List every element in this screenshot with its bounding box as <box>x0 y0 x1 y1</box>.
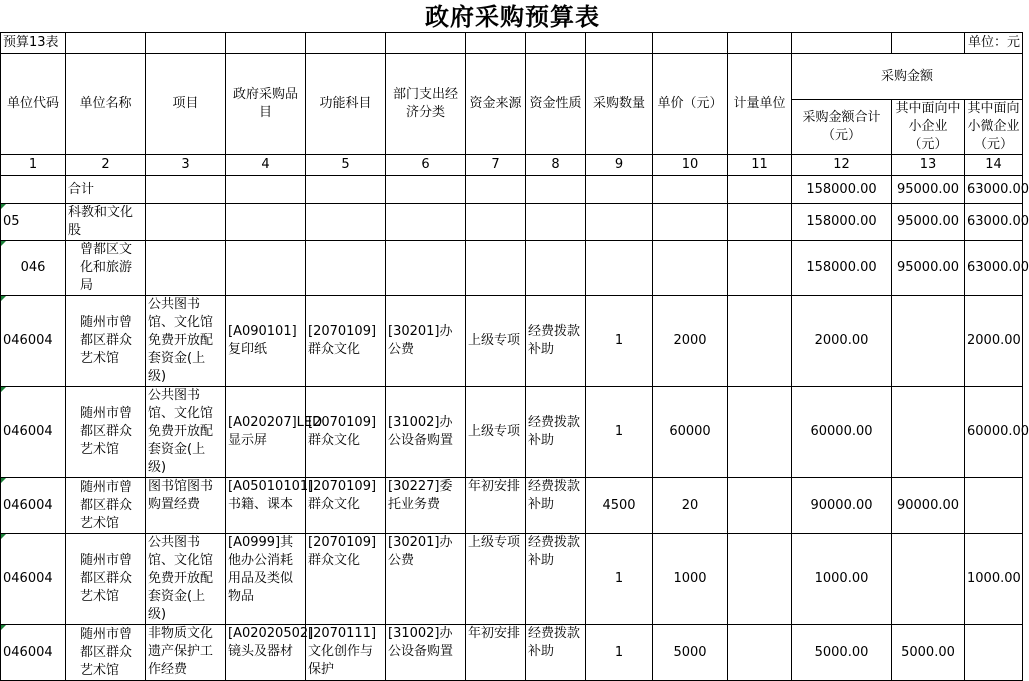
table-row <box>1 241 1023 296</box>
header-measure: 计量单位 <box>728 54 792 155</box>
header-item: 政府采购品目 <box>226 54 306 155</box>
cell-item <box>226 241 306 296</box>
col-number: 2 <box>66 155 146 176</box>
cell-econ <box>386 204 466 241</box>
cell-amount-micro: 63000.00 <box>965 241 1023 296</box>
cell-project <box>146 204 226 241</box>
cell-econ: [31002]办公设备购置 <box>386 387 466 478</box>
header-qty: 采购数量 <box>586 54 653 155</box>
cell-function <box>306 241 386 296</box>
cell-qty <box>586 204 653 241</box>
cell-item <box>226 204 306 241</box>
cell-amount-total: 1000.00 <box>792 534 892 625</box>
cell-fund-source <box>466 204 526 241</box>
cell-fund-nature <box>526 176 586 204</box>
unit-label: 单位：元 <box>965 33 1023 54</box>
table-number: 预算13表 <box>1 33 66 54</box>
header-fund-nature: 资金性质 <box>526 54 586 155</box>
cell-price <box>653 241 728 296</box>
col-number: 12 <box>792 155 892 176</box>
cell-qty: 1 <box>586 625 653 681</box>
cell-item: [A05010101]书籍、课本 <box>226 478 306 534</box>
cell-amount-total: 158000.00 <box>792 241 892 296</box>
cell-amount-micro <box>965 625 1023 681</box>
cell-function: [2070109]群众文化 <box>306 478 386 534</box>
cell-project: 公共图书馆、文化馆免费开放配套资金(上级) <box>146 296 226 387</box>
cell-unit-name: 曾都区文化和旅游局 <box>66 241 146 296</box>
cell-measure <box>728 176 792 204</box>
cell-project: 公共图书馆、文化馆免费开放配套资金(上级) <box>146 387 226 478</box>
cell-amount-micro: 60000.00 <box>965 387 1023 478</box>
col-number: 10 <box>653 155 728 176</box>
meta-row <box>1 33 1023 54</box>
cell-item: [A02020502]镜头及器材 <box>226 625 306 681</box>
col-number: 11 <box>728 155 792 176</box>
cell-unit-name: 随州市曾都区群众艺术馆 <box>66 478 146 534</box>
cell-unit-code: 046004 <box>1 296 66 387</box>
cell-price: 5000 <box>653 625 728 681</box>
cell-amount-micro <box>965 478 1023 534</box>
col-number: 14 <box>965 155 1023 176</box>
column-number-row <box>1 155 1023 176</box>
cell-amount-total: 158000.00 <box>792 204 892 241</box>
table-row <box>1 387 1023 478</box>
cell-price: 1000 <box>653 534 728 625</box>
header-project: 项目 <box>146 54 226 155</box>
cell-amount-sme: 5000.00 <box>892 625 965 681</box>
cell-unit-code <box>1 176 66 204</box>
cell-item: [A020207]LED显示屏 <box>226 387 306 478</box>
cell-project: 公共图书馆、文化馆免费开放配套资金(上级) <box>146 534 226 625</box>
cell-fund-nature: 经费拨款补助 <box>526 534 586 625</box>
cell-amount-micro: 63000.00 <box>965 176 1023 204</box>
cell-function: [2070109]群众文化 <box>306 296 386 387</box>
cell-qty: 4500 <box>586 478 653 534</box>
cell-measure <box>728 204 792 241</box>
header-row-1 <box>1 54 1023 100</box>
cell-project: 非物质文化遗产保护工作经费 <box>146 625 226 681</box>
header-price: 单价（元） <box>653 54 728 155</box>
cell-price <box>653 204 728 241</box>
table-row <box>1 478 1023 534</box>
cell-function <box>306 204 386 241</box>
header-econ: 部门支出经济分类 <box>386 54 466 155</box>
cell-item: [A0999]其他办公消耗用品及类似物品 <box>226 534 306 625</box>
cell-fund-source: 年初安排 <box>466 625 526 681</box>
cell-amount-micro: 1000.00 <box>965 534 1023 625</box>
table-row <box>1 534 1023 625</box>
cell-econ: [31002]办公设备购置 <box>386 625 466 681</box>
cell-fund-source <box>466 241 526 296</box>
header-unit-name: 单位名称 <box>66 54 146 155</box>
cell-unit-code: 046004 <box>1 478 66 534</box>
cell-amount-sme <box>892 296 965 387</box>
table-row <box>1 296 1023 387</box>
cell-econ <box>386 176 466 204</box>
cell-item <box>226 176 306 204</box>
cell-unit-name: 科教和文化股 <box>66 204 146 241</box>
cell-fund-source: 上级专项 <box>466 534 526 625</box>
cell-econ: [30201]办公费 <box>386 296 466 387</box>
cell-amount-total: 60000.00 <box>792 387 892 478</box>
header-unit-code: 单位代码 <box>1 54 66 155</box>
cell-measure <box>728 534 792 625</box>
cell-unit-name: 合计 <box>66 176 146 204</box>
cell-measure <box>728 478 792 534</box>
cell-fund-nature <box>526 241 586 296</box>
cell-unit-name: 随州市曾都区群众艺术馆 <box>66 387 146 478</box>
header-amount-sme: 其中面向中小企业（元） <box>892 100 965 155</box>
table-body <box>1 176 1029 681</box>
cell-unit-code: 046004 <box>1 534 66 625</box>
cell-item: [A090101]复印纸 <box>226 296 306 387</box>
cell-measure <box>728 387 792 478</box>
col-number: 1 <box>1 155 66 176</box>
cell-econ: [30201]办公费 <box>386 534 466 625</box>
cell-qty <box>586 241 653 296</box>
cell-project <box>146 241 226 296</box>
col-number: 9 <box>586 155 653 176</box>
cell-econ <box>386 241 466 296</box>
col-number: 3 <box>146 155 226 176</box>
col-number: 5 <box>306 155 386 176</box>
cell-amount-total: 2000.00 <box>792 296 892 387</box>
cell-amount-sme: 95000.00 <box>892 241 965 296</box>
header-amount-total: 采购金额合计（元） <box>792 100 892 155</box>
cell-amount-total: 158000.00 <box>792 176 892 204</box>
col-number: 4 <box>226 155 306 176</box>
col-number: 7 <box>466 155 526 176</box>
header-amount-micro: 其中面向小微企业（元） <box>965 100 1023 155</box>
cell-unit-code: 05 <box>1 204 66 241</box>
cell-amount-sme: 90000.00 <box>892 478 965 534</box>
table-row <box>1 176 1023 204</box>
cell-fund-nature: 经费拨款补助 <box>526 478 586 534</box>
cell-amount-total: 90000.00 <box>792 478 892 534</box>
cell-amount-sme: 95000.00 <box>892 176 965 204</box>
cell-fund-nature: 经费拨款补助 <box>526 625 586 681</box>
header-function: 功能科目 <box>306 54 386 155</box>
cell-function <box>306 176 386 204</box>
cell-fund-nature <box>526 204 586 241</box>
table-row <box>1 204 1023 241</box>
cell-unit-name: 随州市曾都区群众艺术馆 <box>66 625 146 681</box>
cell-measure <box>728 625 792 681</box>
page-title: 政府采购预算表 <box>425 2 600 31</box>
cell-price <box>653 176 728 204</box>
cell-price: 2000 <box>653 296 728 387</box>
cell-price: 60000 <box>653 387 728 478</box>
cell-fund-source: 上级专项 <box>466 387 526 478</box>
cell-unit-name: 随州市曾都区群众艺术馆 <box>66 534 146 625</box>
cell-amount-micro: 2000.00 <box>965 296 1023 387</box>
cell-function: [2070109]群众文化 <box>306 387 386 478</box>
cell-qty: 1 <box>586 387 653 478</box>
cell-project <box>146 176 226 204</box>
cell-qty <box>586 176 653 204</box>
col-number: 13 <box>892 155 965 176</box>
col-number: 6 <box>386 155 466 176</box>
cell-unit-code: 046004 <box>1 625 66 681</box>
cell-unit-name: 随州市曾都区群众艺术馆 <box>66 296 146 387</box>
col-number: 8 <box>526 155 586 176</box>
cell-fund-source: 上级专项 <box>466 296 526 387</box>
cell-qty: 1 <box>586 534 653 625</box>
cell-amount-sme <box>892 387 965 478</box>
cell-fund-source <box>466 176 526 204</box>
cell-fund-nature: 经费拨款补助 <box>526 387 586 478</box>
cell-amount-sme: 95000.00 <box>892 204 965 241</box>
cell-price: 20 <box>653 478 728 534</box>
cell-unit-code: 046 <box>1 241 66 296</box>
cell-amount-micro: 63000.00 <box>965 204 1023 241</box>
cell-function: [2070111]文化创作与保护 <box>306 625 386 681</box>
cell-qty: 1 <box>586 296 653 387</box>
cell-measure <box>728 241 792 296</box>
cell-fund-nature: 经费拨款补助 <box>526 296 586 387</box>
cell-amount-total: 5000.00 <box>792 625 892 681</box>
table-row <box>1 625 1023 681</box>
cell-amount-sme <box>892 534 965 625</box>
header-fund-source: 资金来源 <box>466 54 526 155</box>
budget-table <box>0 32 1029 681</box>
cell-measure <box>728 296 792 387</box>
cell-function: [2070109]群众文化 <box>306 534 386 625</box>
cell-econ: [30227]委托业务费 <box>386 478 466 534</box>
cell-fund-source: 年初安排 <box>466 478 526 534</box>
cell-unit-code: 046004 <box>1 387 66 478</box>
header-amount-group: 采购金额 <box>792 54 1023 100</box>
cell-project: 图书馆图书购置经费 <box>146 478 226 534</box>
